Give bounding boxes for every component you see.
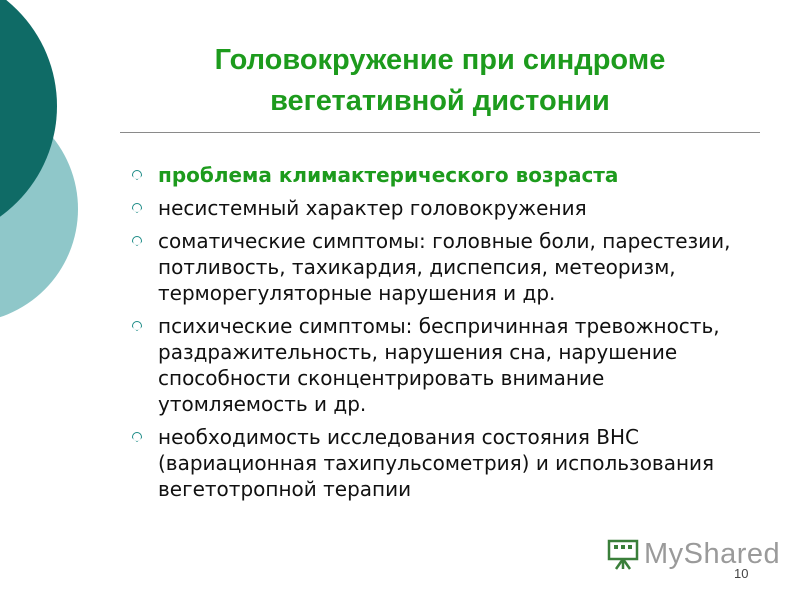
- title-divider: [120, 132, 760, 133]
- bullet-icon: [132, 321, 142, 331]
- presentation-board-icon: [606, 537, 640, 571]
- bullet-icon: [132, 170, 142, 180]
- myshared-logo[interactable]: [606, 536, 780, 572]
- bullet-text: несистемный характер головокружения: [158, 196, 587, 220]
- bullet-item: [126, 228, 756, 306]
- bullet-item: [126, 424, 756, 502]
- bullet-text: психические симптомы: беспричинная тревожность, раздражительность, нарушения сна, нарушение способности сконцентрировать внимание утомляемость и др.: [158, 314, 720, 416]
- bullet-icon: [132, 236, 142, 246]
- bullet-item: [126, 313, 756, 417]
- bullet-text: соматические симптомы: головные боли, парестезии, потливость, тахикардия, диспепсия, метеоризм, терморегуляторные нарушения и др.: [158, 229, 731, 305]
- bullet-icon: [132, 203, 142, 213]
- bullet-text: необходимость исследования состояния ВНС (вариационная тахипульсометрия) и использования вегетотропной терапии: [158, 425, 715, 501]
- bullet-item: [126, 195, 756, 221]
- bullet-item: [126, 162, 756, 188]
- page-number: 10: [734, 566, 749, 581]
- bullet-icon: [132, 432, 142, 442]
- bullet-text: проблема климактерического возраста: [158, 163, 619, 187]
- bullet-list: [126, 162, 756, 509]
- slide-title: Головокружение при синдроме вегетативной дистонии: [214, 44, 666, 117]
- logo-text: MyShared: [644, 537, 781, 570]
